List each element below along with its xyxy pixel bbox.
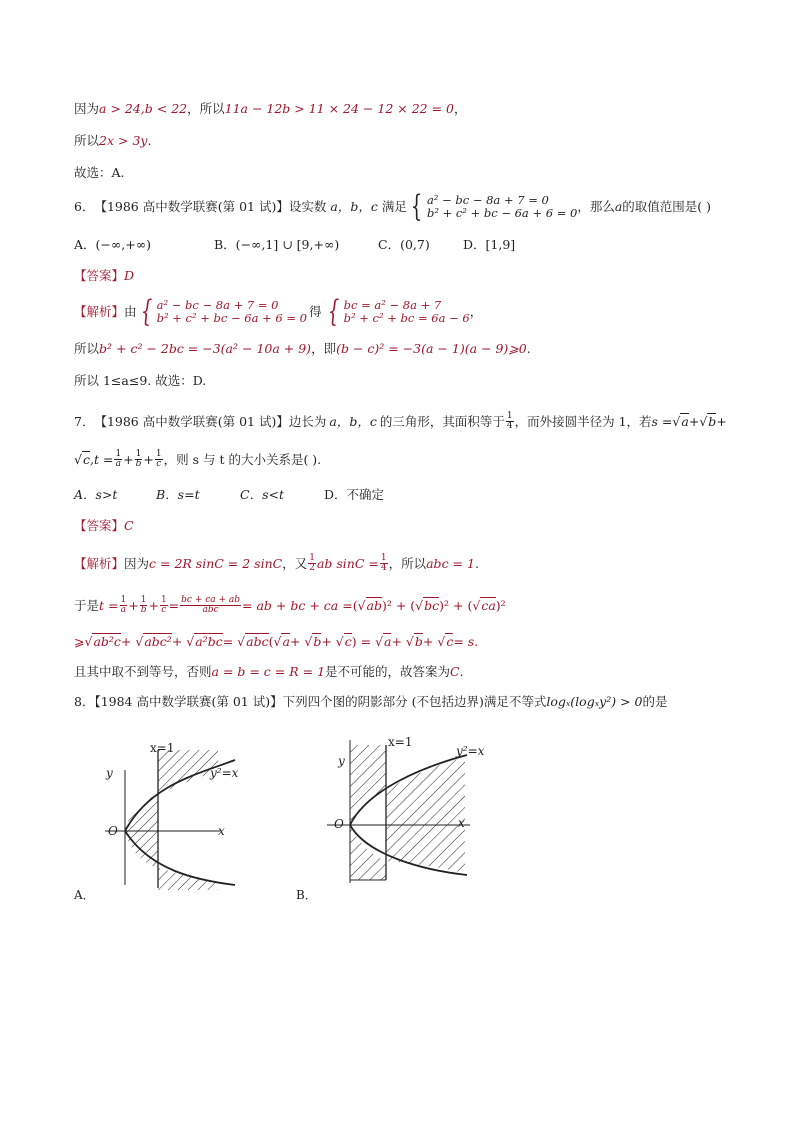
figure-a-line-label: x=1 bbox=[150, 741, 175, 755]
q6-option-b: B．(−∞,1] ∪ [9,+∞) bbox=[214, 237, 340, 252]
q5-line2: 所以2x > 3y. bbox=[74, 133, 152, 148]
q6-answer: 【答案】D bbox=[74, 268, 135, 283]
figure-a-curve-label: y²=x bbox=[210, 766, 239, 780]
q7-answer: 【答案】C bbox=[74, 518, 134, 533]
q6-analysis: 【解析】 由 { a² − bc − 8a + 7 = 0 b² + c² + bc − 6a + 6 = 0 得 { bc = a² − 8a + 7 b² + c² + bc = 6a − 6 ， bbox=[74, 294, 483, 329]
shade-outside-bottom bbox=[158, 868, 218, 890]
q6-step3: 所以 1≤a≤9. 故选：D. bbox=[74, 373, 207, 388]
figure-a-y-label: y bbox=[106, 766, 113, 780]
figure-b-y-label: y bbox=[338, 754, 345, 768]
shade-left-strip-top bbox=[350, 745, 386, 825]
q7-stem-2: √ c ,t = $\frac{1}{a}$ + $\frac{1}{b}$ + $\frac{1}{c}$ ，则 s 与 t 的大小关系是( ). bbox=[74, 449, 322, 469]
q7-analysis-4: 且其中取不到等号，否则a = b = c = R = 1是不可能的，故答案为C. bbox=[74, 664, 464, 679]
q6-option-d: D．[1,9] bbox=[463, 237, 516, 252]
q7-analysis-1: 【解析】 因为 c = 2R sinC = 2 sinC ，又 $\frac{1}{2}$ ab sinC = $\frac{1}{4}$ ，所以 abc = 1 . bbox=[74, 553, 479, 573]
q6-step2: 所以b² + c² − 2bc = −3(a² − 10a + 9)，即(b − c)² = −3(a − 1)(a − 9)⩾0. bbox=[74, 341, 531, 356]
figure-a-label: A． bbox=[74, 888, 95, 902]
q6-stem: 6． 【1986 高中数学联赛(第 01 试)】 设实数 a，b，c 满足 { a² − bc − 8a + 7 = 0 b² + c² + bc − 6a + 6 = 0 ，那么 a 的取值范围是( ) bbox=[74, 189, 712, 224]
q5-choice: 故选：A. bbox=[74, 165, 125, 180]
figure-a-origin-label: O bbox=[108, 824, 118, 838]
figure-a-x-label: x bbox=[218, 824, 225, 838]
figure-b-origin-label: O bbox=[334, 817, 344, 831]
q6-option-c: C．(0,7) bbox=[378, 237, 430, 252]
q7-analysis-2: 于是 t = $\frac{1}{a}$ + $\frac{1}{b}$ + $\frac{1}{c}$ = $\frac{bc + ca + ab}{\text{abc}}$ = ab + bc + ca = (√ ab )² + (√ bc )² + (√ ca )² bbox=[74, 595, 506, 615]
shade-inside-right bbox=[386, 757, 465, 873]
q7-options bbox=[74, 487, 385, 503]
q5-line1: 因为a > 24,b < 22，所以11a − 12b > 11 × 24 − 12 × 22 = 0， bbox=[74, 101, 467, 116]
figure-b-line-label: x=1 bbox=[388, 735, 413, 749]
figure-b-label: B． bbox=[296, 888, 317, 902]
q7-stem: 7． 【1986 高中数学联赛(第 01 试)】 边长为 a，b，c 的三角形，其面积等于 $\frac{1}{4}$ ，而外接圆半径为 1，若 s = √ a + √ b + bbox=[74, 411, 727, 431]
figure-a bbox=[100, 740, 250, 890]
q6-options bbox=[74, 237, 516, 253]
figure-b-x-label: x bbox=[458, 816, 465, 830]
q7-option-c: C．s<t bbox=[240, 487, 284, 502]
q7-analysis-3: ⩾ √ ab²c + √ abc² + √ a²bc = √ abc (√ a + √ b + √ c ) = √ a + √ b + √ c = s. bbox=[74, 633, 479, 649]
q7-option-b: B．s=t bbox=[156, 487, 200, 502]
q6-equation-system: { a² − bc − 8a + 7 = 0 b² + c² + bc − 6a + 6 = 0 bbox=[410, 189, 578, 224]
q8-stem: 8．【1984 高中数学联赛(第 01 试)】下列四个图的阴影部分 (不包括边界)满足不等式logₓ(logₓy²) > 0的是 bbox=[74, 694, 668, 709]
q6-option-a: A．(−∞,+∞) bbox=[74, 237, 152, 252]
q7-option-a: A．s>t bbox=[74, 487, 118, 502]
q7-option-d: D．不确定 bbox=[324, 487, 385, 502]
figure-b-curve-label: y²=x bbox=[456, 744, 485, 758]
